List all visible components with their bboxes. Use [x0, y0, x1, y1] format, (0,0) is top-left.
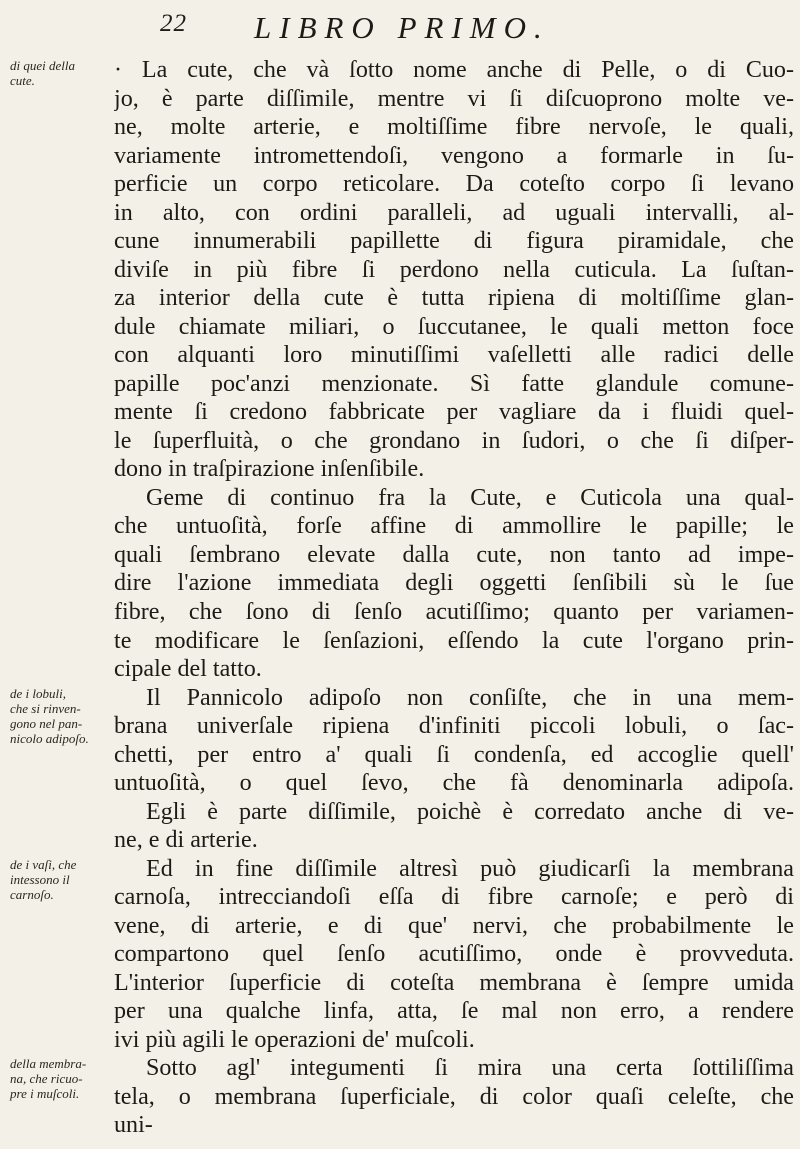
- running-head: LIBRO PRIMO.: [254, 10, 550, 45]
- text-line: Sotto agl' integumenti ſi mira una certa ſottiliſſima: [146, 1055, 794, 1082]
- text-line: jo, è parte diſſimile, mentre vi ſi diſcuoprono molte ve-: [114, 85, 794, 112]
- text-line: te modificare le ſenſazioni, eſſendo la cute l'organo prin-: [114, 627, 794, 654]
- text-line: mente ſi credono fabbricate per vagliare da i fluidi quel-: [114, 399, 794, 426]
- text-line: con alquanti loro minutiſſimi vaſelletti alle radici delle: [114, 342, 794, 369]
- text-line: in alto, con ordini paralleli, ad uguali intervalli, al-: [114, 199, 794, 226]
- text-line: Geme di continuo fra la Cute, e Cuticola una qual-: [146, 484, 794, 511]
- text-line: vene, di arterie, e di que' nervi, che probabilmente le: [114, 912, 794, 939]
- text-line: ivi più agili le operazioni de' muſcoli.: [114, 1026, 475, 1053]
- text-line: · La cute, che và ſotto nome anche di Pelle, o di Cuo-: [114, 57, 794, 83]
- text-line: ne, e di arterie.: [114, 827, 258, 854]
- text-line: chetti, per entro a' quali ſi condenſa, ed accoglie quell': [114, 741, 794, 768]
- text-line: quali ſembrano elevate dalla cute, non tanto ad impe-: [114, 541, 794, 568]
- text-line: compartono quel ſenſo acutiſſimo, onde è provveduta.: [114, 941, 794, 968]
- text-line: che untuoſità, forſe affine di ammollire le papille; le: [114, 513, 794, 540]
- text-line: dire l'azione immediata degli oggetti ſenſibili sù le ſue: [114, 570, 794, 597]
- text-line: uni-: [114, 1112, 153, 1139]
- text-line: variamente intromettendoſi, vengono a formarle in ſu-: [114, 142, 794, 169]
- text-line: Ed in fine diſſimile altresì può giudicarſi la membrana: [146, 855, 794, 882]
- text-line: untuoſità, o quel ſevo, che fà denominarla adipoſa.: [114, 770, 794, 797]
- text-line: diviſe in più fibre ſi perdono nella cuticula. La ſuſtan-: [114, 256, 794, 283]
- text-line: papille poc'anzi menzionate. Sì fatte glandule comune-: [114, 370, 794, 397]
- margin-note: di quei della cute.: [10, 58, 75, 88]
- text-line: perficie un corpo reticolare. Da coteſto corpo ſi levano: [114, 171, 794, 198]
- text-line: per una qualche linfa, atta, ſe mal non erro, a rendere: [114, 998, 794, 1025]
- text-line: cipale del tatto.: [114, 656, 262, 683]
- text-line: brana univerſale ripiena d'infiniti piccoli lobuli, o ſac-: [114, 713, 794, 740]
- text-line: dule chiamate miliari, o ſuccutanee, le quali metton foce: [114, 313, 794, 340]
- text-line: dono in traſpirazione inſenſibile.: [114, 456, 425, 483]
- text-line: fibre, che ſono di ſenſo acutiſſimo; quanto per variamen-: [114, 599, 794, 625]
- page-header: [0, 10, 800, 50]
- text-line: ne, molte arterie, e moltiſſime fibre nervoſe, le quali,: [114, 114, 794, 141]
- text-line: tela, o membrana ſuperficiale, di color quaſi celeſte, che: [114, 1083, 794, 1110]
- text-line: L'interior ſuperficie di coteſta membrana è ſempre umida: [114, 969, 794, 996]
- page-number: 22: [160, 10, 187, 37]
- text-line: cune innumerabili papillette di figura piramidale, che: [114, 228, 794, 255]
- text-line: za interior della cute è tutta ripiena di moltiſſime glan-: [114, 285, 794, 312]
- margin-note: de i lobuli, che si rinven- gono nel pan- nicolo adipoſo.: [10, 685, 89, 746]
- text-line: Il Pannicolo adipoſo non conſiſte, che in una mem-: [146, 684, 794, 711]
- text-line: le ſuperfluità, o che grondano in ſudori, o che ſi diſper-: [114, 427, 794, 454]
- margin-note: della membra- na, che ricuo- pre i muſcoli.: [10, 1056, 87, 1102]
- margin-note: de i vaſi, che intessono il carnoſo.: [10, 856, 77, 902]
- text-line: Egli è parte diſſimile, poichè è corredato anche di ve-: [146, 798, 794, 825]
- text-line: carnoſa, intrecciandoſi eſſa di fibre carnoſe; e però di: [114, 884, 794, 911]
